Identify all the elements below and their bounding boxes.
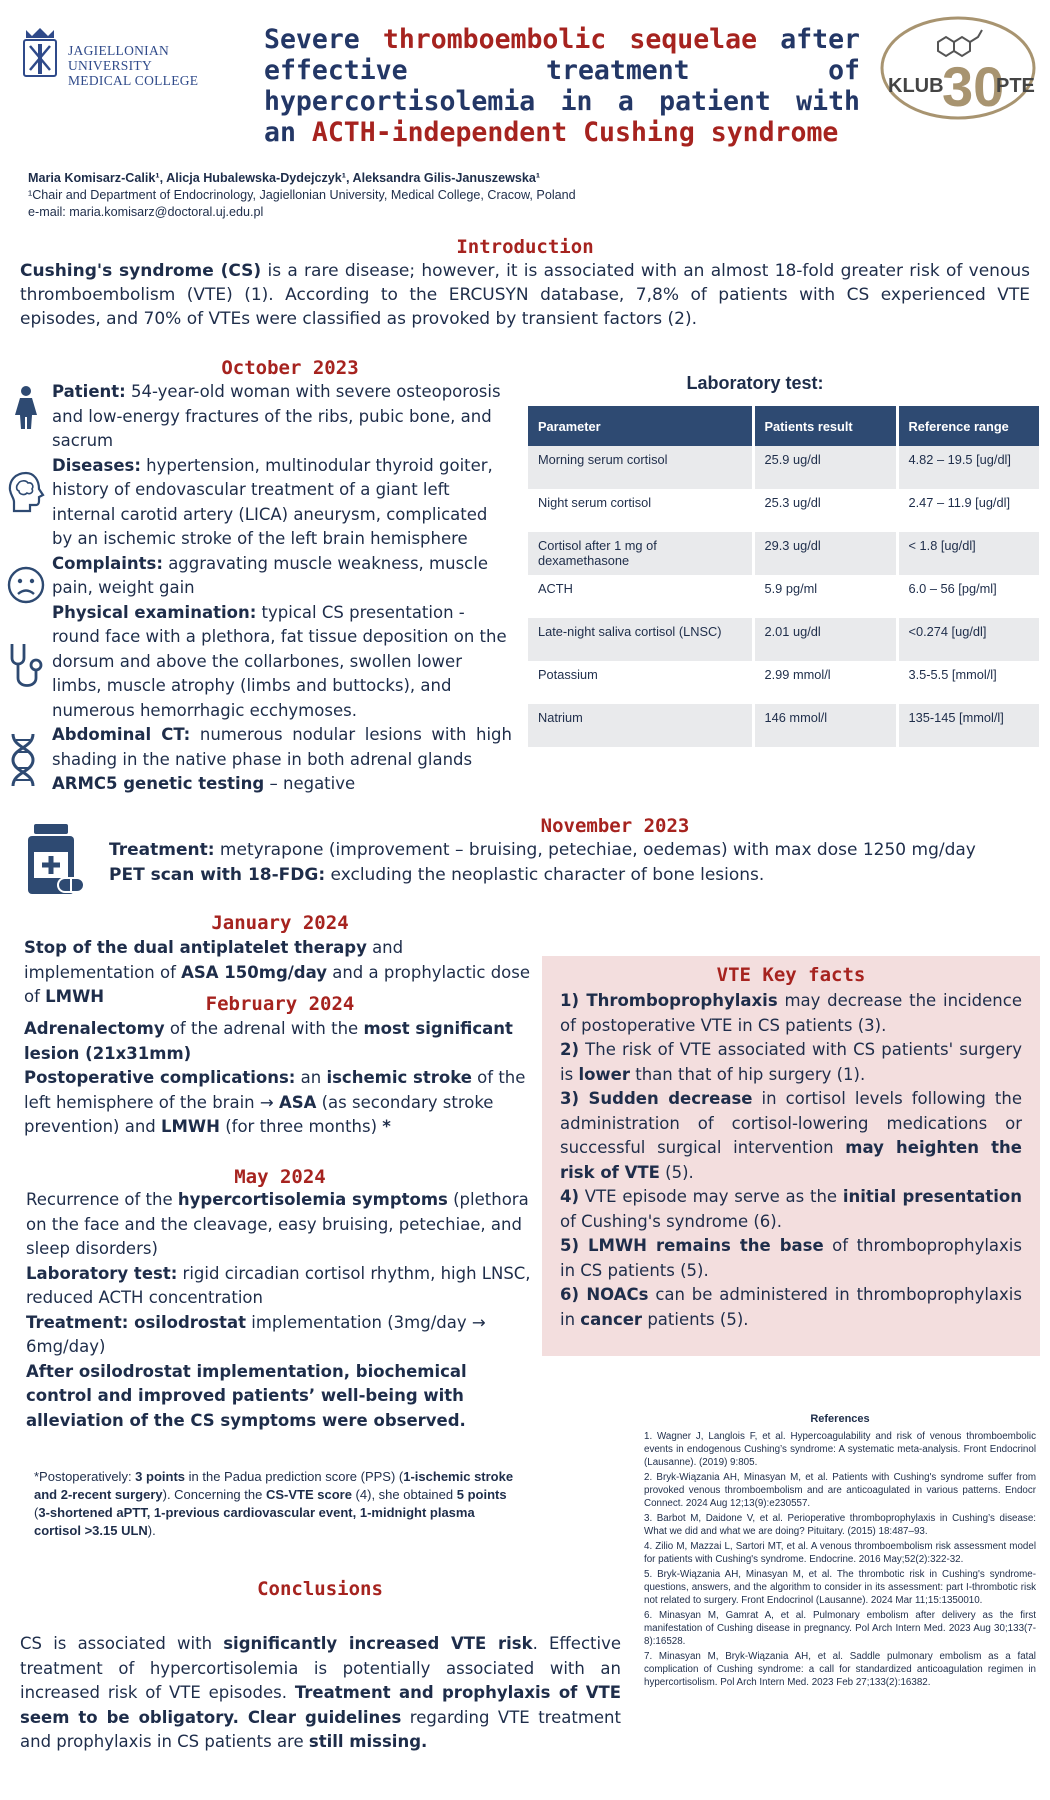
author-block	[28, 170, 728, 221]
brain-head-icon	[6, 470, 46, 514]
stethoscope-icon	[6, 640, 46, 692]
table-cell: Night serum cortisol	[528, 489, 753, 532]
may-2024-title: May 2024	[234, 1166, 326, 1188]
may-lab-test: Laboratory test: rigid circadian cortisol rhythm, high LNSC, reduced ACTH concentration	[26, 1263, 531, 1307]
table-cell: Cortisol after 1 mg of dexamethasone	[528, 532, 753, 575]
svg-text:PTE: PTE	[996, 75, 1035, 97]
table-row	[528, 661, 1039, 704]
svg-text:30: 30	[942, 55, 1005, 118]
reference-item: 5. Bryk-Wiązania AH, Minasyan M, et al. The thrombotic risk in Cushing's syndrome-questions, answers, and the algorithm to consider in its assessment: part I-thrombotic risk not related to surgery. Front Endocrinol (Lausanne). 2024 Mar 11;15:1350010.	[644, 1569, 1036, 1606]
complaints-info: Complaints: aggravating muscle weakness, muscle pain, weight gain	[52, 553, 488, 597]
pet-scan: PET scan with 18-FDG: excluding the neoplastic character of bone lesions.	[109, 864, 765, 885]
college-name: MEDICAL COLLEGE	[68, 73, 199, 88]
reference-item: 6. Minasyan M, Gamrat A, et al. Pulmonary embolism after delivery as the first manifestation of Cushing disease in pregnancy. Pol Arch Intern Med. 2023 Aug 30;133(7-8):16528.	[644, 1610, 1036, 1647]
conclusions-text: CS is associated with significantly increased VTE risk. Effective treatment of hypercortisolemia is potentially associated with an increased risk of VTE episodes. Treatment and prophylaxis of VTE seem to be obligatory. Clear guidelines regarding VTE treatment and prophylaxis in CS patients are still missing.	[20, 1634, 621, 1751]
may-outcome: After osilodrostat implementation, biochemical control and improved patients’ well-being with alleviation of the CS symptoms were observed.	[26, 1361, 467, 1430]
table-cell: 2.99 mmol/l	[753, 661, 897, 704]
svg-text:KLUB: KLUB	[888, 75, 944, 97]
treatment-metyrapone: Treatment: metyrapone (improvement – bruising, petechiae, oedemas) with max dose 1250 mg/day	[109, 840, 976, 860]
vte-key-facts-title: VTE Key facts	[716, 964, 866, 986]
vte-fact-item: 6) NOACs can be administered in thromboprophylaxis in cancer patients (5).	[560, 1285, 1022, 1329]
postoperative-complications: Postoperative complications: an ischemic stroke of the left hemisphere of the brain → ASA (as secondary stroke prevention) and LMWH (for three months) *	[24, 1068, 526, 1136]
january-text: Stop of the dual antiplatelet therapy and implementation of ASA 150mg/day and a prophylactic dose of LMWH	[24, 938, 531, 1006]
vte-fact-item: 3) Sudden decrease in cortisol levels following the administration of cortisol-lowering medications or successful surgical intervention may heighten the risk of VTE (5).	[560, 1089, 1022, 1182]
conclusions-title: Conclusions	[257, 1578, 383, 1600]
vte-fact-item: 5) LMWH remains the base of thromboprophylaxis in CS patients (5).	[560, 1236, 1022, 1280]
table-cell: <0.274 [ug/dl]	[897, 618, 1039, 661]
sad-face-icon	[6, 565, 46, 605]
dna-icon	[8, 732, 38, 788]
references-title: References	[810, 1413, 870, 1425]
recurrence: Recurrence of the hypercortisolemia symptoms (plethora on the face and the cleavage, easy bruising, petechiae, and sleep disorders)	[26, 1190, 529, 1258]
table-cell: 25.3 ug/dl	[753, 489, 897, 532]
table-cell: 5.9 pg/ml	[753, 575, 897, 618]
reference-item: 4. Zilio M, Mazzai L, Sartori MT, et al. A venous thromboembolism risk assessment model for patients with Cushing's syndrome. Endocrine. 2016 May;52(2):322-32.	[644, 1541, 1036, 1565]
column-header: Parameter	[528, 406, 753, 446]
table-cell: ACTH	[528, 575, 753, 618]
october-2023-title: October 2023	[221, 357, 359, 379]
november-2023-title: November 2023	[540, 815, 690, 837]
reference-item: 3. Barbot M, Daidone V, et al. Perioperative thromboprophylaxis in Cushing’s disease: What we did and what we are doing? Pituitary. (2015) 18:487–93.	[644, 1513, 1036, 1537]
table-cell: 146 mmol/l	[753, 704, 897, 747]
physical-exam-info: Physical examination: typical CS presentation - round face with a plethora, fat tissue deposition on the dorsum and above the collarbones, swollen lower limbs, muscle atrophy (limbs and buttocks), and numerous hemorrhagic ecchymoses.	[52, 602, 507, 720]
introduction-title: Introduction	[456, 236, 594, 258]
table-cell: < 1.8 [ug/dl]	[897, 532, 1039, 575]
november-text	[109, 838, 989, 887]
february-text	[24, 1017, 534, 1140]
table-cell: Late-night saliva cortisol (LNSC)	[528, 618, 753, 661]
affiliation: ¹Chair and Department of Endocrinology, Jagiellonian University, Medical College, Cracow, Poland	[28, 188, 576, 202]
vte-fact-item: 1) Thromboprophylaxis may decrease the incidence of postoperative VTE in CS patients (3).	[560, 991, 1022, 1035]
table-cell: 3.5-5.5 [mmol/l]	[897, 661, 1039, 704]
reference-item: 7. Minasyan M, Bryk-Wiązania AH, et al. Saddle pulmonary embolism as a fatal complication of Cushing syndrome: a call for standardized anticoagulation regimen in hypercortisolism. Pol Arch Intern Med. 2023 Feb 27;133(2):16382.	[644, 1651, 1036, 1688]
diseases-info: Diseases: hypertension, multinodular thyroid goiter, history of endovascular treatment of a giant left internal carotid artery (LICA) aneurysm, complicated by an ischemic stroke of the left brain hemisphere	[52, 455, 493, 548]
author-names: Maria Komisarz-Calik¹, Alicja Hubalewska-Dydejczyk¹, Aleksandra Gilis-Januszewska¹	[28, 171, 541, 185]
table-cell: 2.47 – 11.9 [ug/dl]	[897, 489, 1039, 532]
medicine-bottle-icon	[24, 822, 86, 898]
table-row	[528, 575, 1039, 618]
footnote: *Postoperatively: 3 points in the Padua prediction score (PPS) (1-ischemic stroke and 2-recent surgery). Concerning the CS-VTE score (4), she obtained 5 points (3-shortened aPTT, 1-previous cardiovascular event, 1-midnight plasma cortisol >3.15 ULN).	[34, 1469, 514, 1538]
table-row	[528, 489, 1039, 532]
february-2024-title: February 2024	[205, 993, 355, 1015]
reference-item: 2. Bryk-Wiązania AH, Minasyan M, et al. Patients with Cushing's syndrome suffer from provoked venous thromboembolism and are anticoagulated in various patterns. Endocr Connect. 2024 Aug 12;13(9):e230557.	[644, 1472, 1036, 1509]
abdominal-ct-info: Abdominal CT: numerous nodular lesions with high shading in the native phase in both adrenal glands	[52, 725, 512, 769]
vte-fact-item: 2) The risk of VTE associated with CS patients' surgery is lower than that of hip surgery (1).	[560, 1040, 1022, 1084]
table-cell: 2.01 ug/dl	[753, 618, 897, 661]
vte-facts-list	[560, 989, 1022, 1332]
table-cell: 25.9 ug/dl	[753, 446, 897, 489]
table-cell: 4.82 – 19.5 [ug/dl]	[897, 446, 1039, 489]
october-findings	[52, 380, 512, 797]
adrenalectomy: Adrenalectomy of the adrenal with the most significant lesion (21x31mm)	[24, 1019, 513, 1063]
table-row	[528, 704, 1039, 747]
klub-30-pte-logo	[878, 12, 1038, 124]
table-cell: 29.3 ug/dl	[753, 532, 897, 575]
table-header-row	[528, 406, 1039, 446]
lab-results-table	[528, 406, 1039, 747]
may-text	[26, 1188, 536, 1433]
contact-email: e-mail: maria.komisarz@doctoral.uj.edu.pl	[28, 205, 264, 219]
may-treatment: Treatment: osilodrostat implementation (3mg/day → 6mg/day)	[26, 1312, 486, 1356]
woman-icon	[8, 385, 44, 431]
genetic-testing-info: ARMC5 genetic testing – negative	[52, 774, 356, 793]
column-header: Patients result	[753, 406, 897, 446]
table-cell: Morning serum cortisol	[528, 446, 753, 489]
patient-info: Patient: 54-year-old woman with severe osteoporosis and low-energy fractures of the ribs, pubic bone, and sacrum	[52, 382, 501, 450]
vte-key-facts-box	[542, 956, 1040, 1356]
table-row	[528, 446, 1039, 489]
table-row	[528, 618, 1039, 661]
introduction-text: Cushing's syndrome (CS) is a rare disease; however, it is associated with an almost 18-fold greater risk of venous thromboembolism (VTE) (1). According to the ERCUSYN database, 7,8% of patients with CS experienced VTE episodes, and 70% of VTEs were classified as provoked by transient factors (2).	[20, 261, 1030, 329]
reference-item: 1. Wagner J, Langlois F, et al. Hypercoagulability and risk of venous thromboembolic events in endogenous Cushing’s syndrome: A systematic meta-analysis. Front Endocrinol (Lausanne). (2019) 9:805.	[644, 1431, 1036, 1468]
table-cell: Potassium	[528, 661, 753, 704]
poster-title: Severe thromboembolic sequelae after effective treatment of hypercortisolemia in a patient with an ACTH-independent Cushing syndrome	[264, 24, 860, 148]
molecule-icon	[938, 30, 982, 56]
table-cell: 6.0 – 56 [pg/ml]	[897, 575, 1039, 618]
university-name: JAGIELLONIAN UNIVERSITY	[68, 43, 170, 73]
column-header: Reference range	[897, 406, 1039, 446]
vte-fact-item: 4) VTE episode may serve as the initial presentation of Cushing's syndrome (6).	[560, 1187, 1023, 1231]
january-2024-title: January 2024	[211, 912, 349, 934]
table-cell: Natrium	[528, 704, 753, 747]
jagiellonian-logo	[18, 26, 250, 88]
lab-test-title: Laboratory test:	[686, 373, 824, 393]
crest-icon	[18, 26, 62, 80]
table-row	[528, 532, 1039, 575]
references-list	[644, 1430, 1036, 1691]
table-cell: 135-145 [mmol/l]	[897, 704, 1039, 747]
